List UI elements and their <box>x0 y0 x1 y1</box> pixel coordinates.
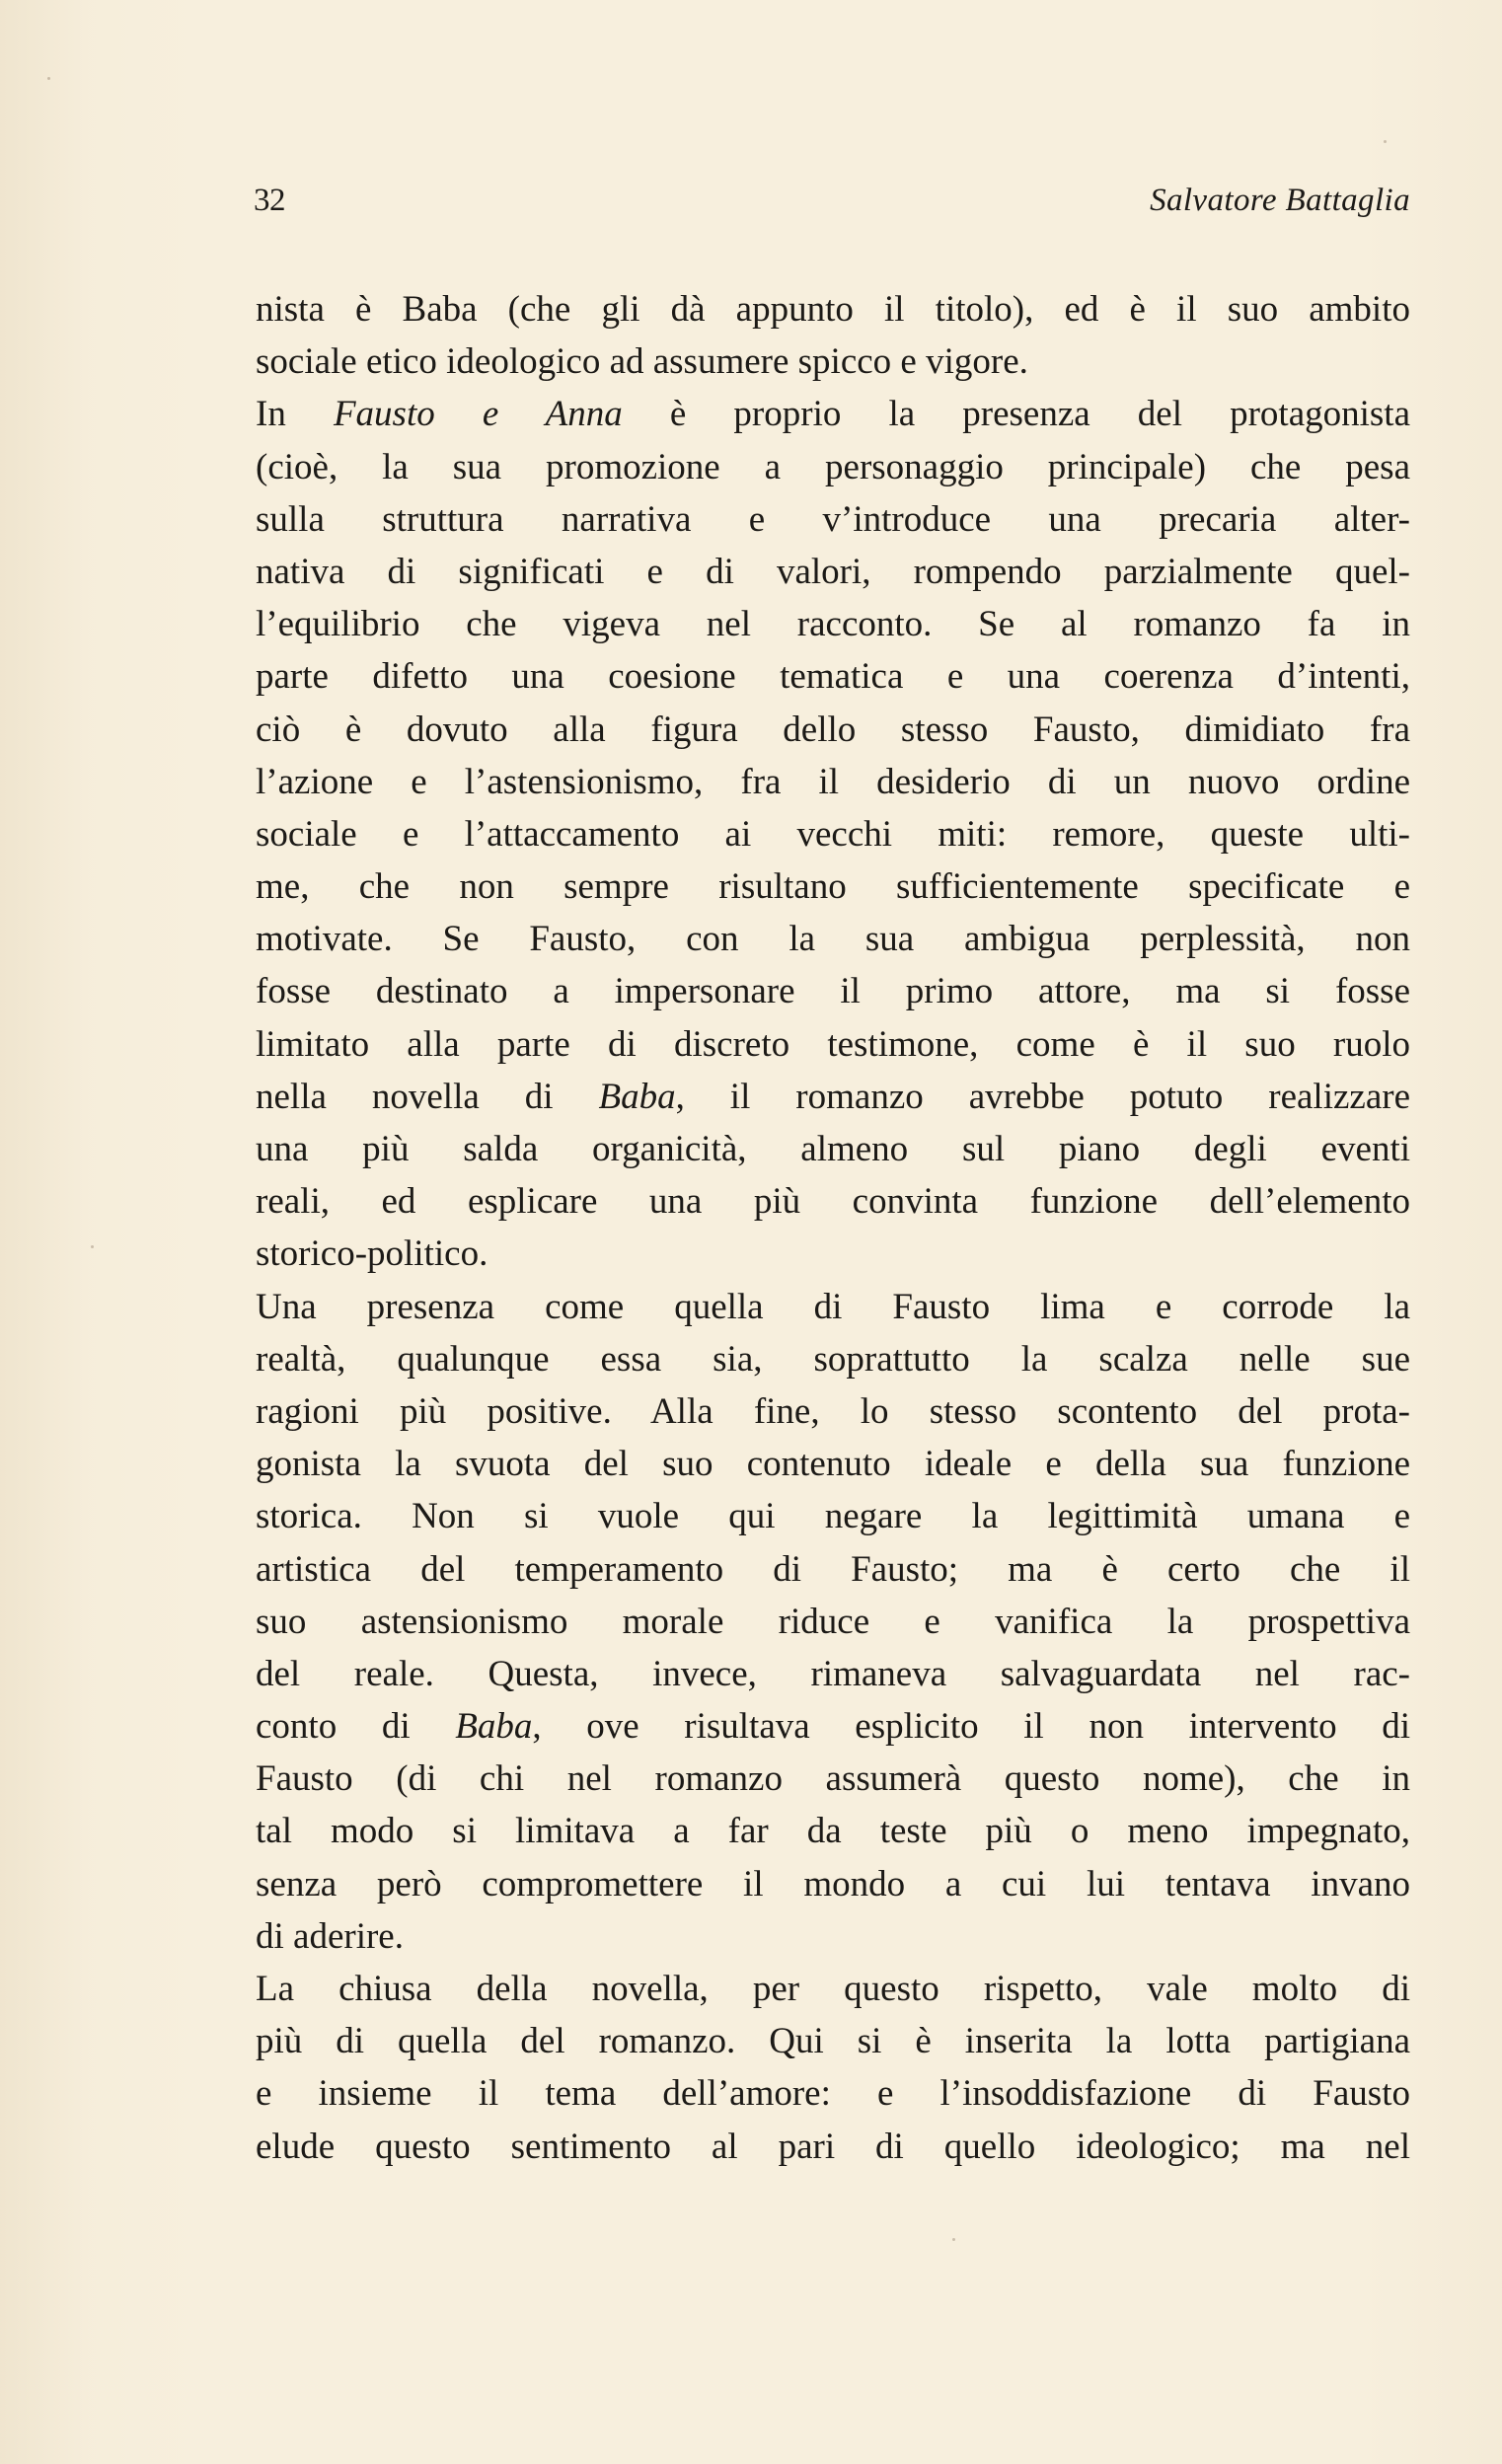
text-line <box>256 1385 1410 1438</box>
text-segment: più di quella del romanzo. Qui si è inserita la lotta partigiana <box>256 2021 1410 2062</box>
text-segment: Una presenza come quella di Fausto lima e corrode la <box>256 1286 1410 1327</box>
text-line <box>256 2067 1410 2120</box>
text-line <box>256 2015 1410 2067</box>
text-segment: ciò è dovuto alla figura dello stesso Fausto, dimidiato fra <box>256 709 1410 750</box>
text-segment: realtà, qualunque essa sia, soprattutto la scalza nelle sue <box>256 1338 1410 1380</box>
text-line <box>256 598 1410 650</box>
text-segment: nativa di significati e di valori, rompendo parzialmente quel- <box>256 551 1410 592</box>
text-segment: parte difetto una coesione tematica e una coerenza d’intenti, <box>256 656 1410 698</box>
body-text <box>256 283 1410 2173</box>
text-line <box>256 1175 1410 1228</box>
text-segment: reali, ed esplicare una più convinta funzione dell’elemento <box>256 1181 1410 1223</box>
text-line <box>256 1596 1410 1648</box>
text-line <box>256 1490 1410 1542</box>
text-line <box>256 1700 1410 1753</box>
text-line <box>256 860 1410 913</box>
text-segment: me, che non sempre risultano sufficientemente specificate e <box>256 866 1410 908</box>
text-segment: La chiusa della novella, per questo rispetto, vale molto di <box>256 1969 1410 2009</box>
text-line <box>256 1648 1410 1700</box>
text-segment: ragioni più positive. Alla fine, lo stesso scontento del prota- <box>256 1390 1410 1432</box>
text-line <box>256 493 1410 546</box>
text-line <box>256 1228 1410 1280</box>
italic-title: Baba <box>598 1076 676 1117</box>
italic-title: Fausto e Anna <box>333 394 623 435</box>
text-line <box>256 546 1410 598</box>
text-segment: Fausto (di chi nel romanzo assumerà questo nome), che in <box>256 1758 1410 1800</box>
text-line <box>256 1438 1410 1490</box>
text-line <box>256 1333 1410 1385</box>
text-line <box>256 283 1410 336</box>
text-line <box>256 704 1410 756</box>
text-segment: elude questo sentimento al pari di quello ideologico; ma nel <box>256 2126 1410 2167</box>
text-segment: motivate. Se Fausto, con la sua ambigua perplessità, non <box>256 919 1410 960</box>
text-line <box>256 650 1410 703</box>
text-line <box>256 1963 1410 2015</box>
text-segment: nella novella di <box>256 1076 599 1117</box>
text-line <box>256 1910 1410 1963</box>
text-line <box>256 2121 1410 2173</box>
text-segment: una più salda organicità, almeno sul piano degli eventi <box>256 1129 1410 1169</box>
text-line <box>256 965 1410 1017</box>
text-line <box>256 441 1410 493</box>
text-line <box>256 1281 1410 1333</box>
text-segment: tal modo si limitava a far da teste più o meno impegnato, <box>256 1811 1410 1852</box>
paper-speck <box>1384 140 1387 143</box>
text-segment: storico-politico. <box>256 1233 488 1275</box>
running-head <box>254 181 1410 220</box>
text-line <box>256 1071 1410 1123</box>
text-line <box>256 1753 1410 1805</box>
text-segment: artistica del temperamento di Fausto; ma è certo che il <box>256 1548 1410 1590</box>
text-segment: , ove risultava esplicito il non intervento di <box>532 1706 1410 1748</box>
text-segment: l’azione e l’astensionismo, fra il desiderio di un nuovo ordine <box>256 761 1410 802</box>
text-segment: sociale e l’attaccamento ai vecchi miti: remore, queste ulti- <box>256 813 1410 855</box>
text-segment: limitato alla parte di discreto testimone, come è il suo ruolo <box>256 1023 1410 1065</box>
paper-speck <box>91 1245 94 1248</box>
text-line <box>256 808 1410 860</box>
text-line <box>256 1805 1410 1857</box>
text-segment: In <box>256 394 334 435</box>
text-segment: (cioè, la sua promozione a personaggio principale) che pesa <box>256 446 1410 487</box>
text-segment: storica. Non si vuole qui negare la legittimità umana e <box>256 1496 1410 1537</box>
text-segment: sociale etico ideologico ad assumere spicco e vigore. <box>256 341 1028 383</box>
text-segment: e insieme il tema dell’amore: e l’insoddisfazione di Fausto <box>256 2073 1410 2115</box>
text-line <box>256 388 1410 440</box>
text-line <box>256 1543 1410 1596</box>
text-line <box>256 336 1410 388</box>
text-line <box>256 1018 1410 1071</box>
italic-title: Baba <box>455 1706 533 1748</box>
text-segment: , il romanzo avrebbe potuto realizzare <box>675 1076 1411 1117</box>
text-line <box>256 756 1410 808</box>
text-segment: senza però compromettere il mondo a cui lui tentava invano <box>256 1863 1410 1904</box>
text-segment: l’equilibrio che vigeva nel racconto. Se al romanzo fa in <box>256 604 1410 645</box>
text-segment: è proprio la presenza del protagonista <box>622 394 1410 435</box>
text-line <box>256 913 1410 965</box>
text-segment: di aderire. <box>256 1915 404 1957</box>
paper-speck <box>952 2238 955 2241</box>
text-segment: conto di <box>256 1706 456 1748</box>
text-segment: gonista la svuota del suo contenuto ideale e della sua funzione <box>256 1444 1410 1485</box>
paper-speck <box>47 77 50 80</box>
text-segment: suo astensionismo morale riduce e vanifica la prospettiva <box>256 1601 1410 1642</box>
running-title-author: Salvatore Battaglia <box>1150 183 1410 218</box>
text-line <box>256 1123 1410 1175</box>
text-line <box>256 1858 1410 1910</box>
text-segment: del reale. Questa, invece, rimaneva salvaguardata nel rac- <box>256 1653 1410 1694</box>
text-segment: fosse destinato a impersonare il primo attore, ma si fosse <box>256 971 1410 1012</box>
page-number: 32 <box>254 183 285 218</box>
text-segment: sulla struttura narrativa e v’introduce una precaria alter- <box>256 498 1410 540</box>
text-segment: nista è Baba (che gli dà appunto il titolo), ed è il suo ambito <box>256 289 1410 330</box>
